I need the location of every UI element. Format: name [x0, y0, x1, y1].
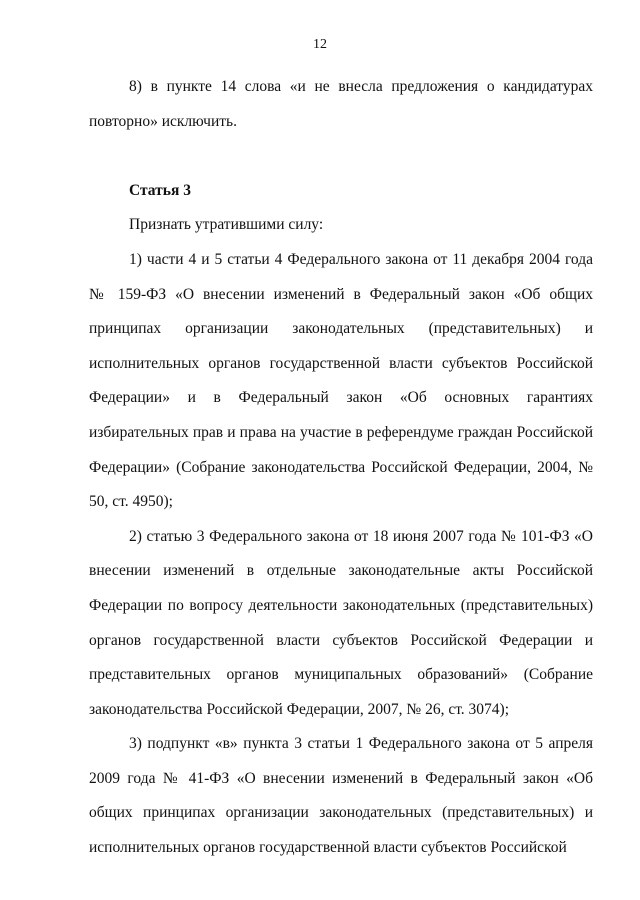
list-item-2: 2) статью 3 Федерального закона от 18 июня 2007 года № 101-ФЗ «О внесении изменений в отдельные законодательные акты Российской Федерации по вопросу деятельности законодательных (представительных) органов государственной власти субъектов Российской Федерации и представительных органов муниципальных образований» (Собрание законодательства Российской Федерации, 2007, № 26, ст. 3074); — [89, 527, 593, 718]
section-gap — [89, 139, 593, 174]
article-intro: Признать утратившими силу: — [129, 216, 324, 234]
page-number: 12 — [313, 37, 327, 52]
paragraph-item-8: 8) в пункте 14 слова «и не внесла предложения о кандидатурах повторно» исключить. — [89, 78, 593, 130]
article-title: Статья 3 — [129, 181, 191, 199]
list-item-3: 3) подпункт «в» пункта 3 статьи 1 Федерального закона от 5 апреля 2009 года № 41-ФЗ «О внесении изменений в Федеральный закон «Об общих принципах организации законодательных (представительных) и исполнительных органов государственной власти субъектов Российской — [89, 735, 593, 857]
document-body — [89, 70, 593, 866]
list-item-1: 1) части 4 и 5 статьи 4 Федерального закона от 11 декабря 2004 года № 159-ФЗ «О внесении изменений в Федеральный закон «Об общих принципах организации законодательных (представительных) и исполнительных органов государственной власти субъектов Российской Федерации» и в Федеральный закон «Об основных гарантиях избирательных прав и права на участие в референдуме граждан Российской Федерации» (Собрание законодательства Российской Федерации, 2004, № 50, ст. 4950); — [89, 250, 593, 511]
